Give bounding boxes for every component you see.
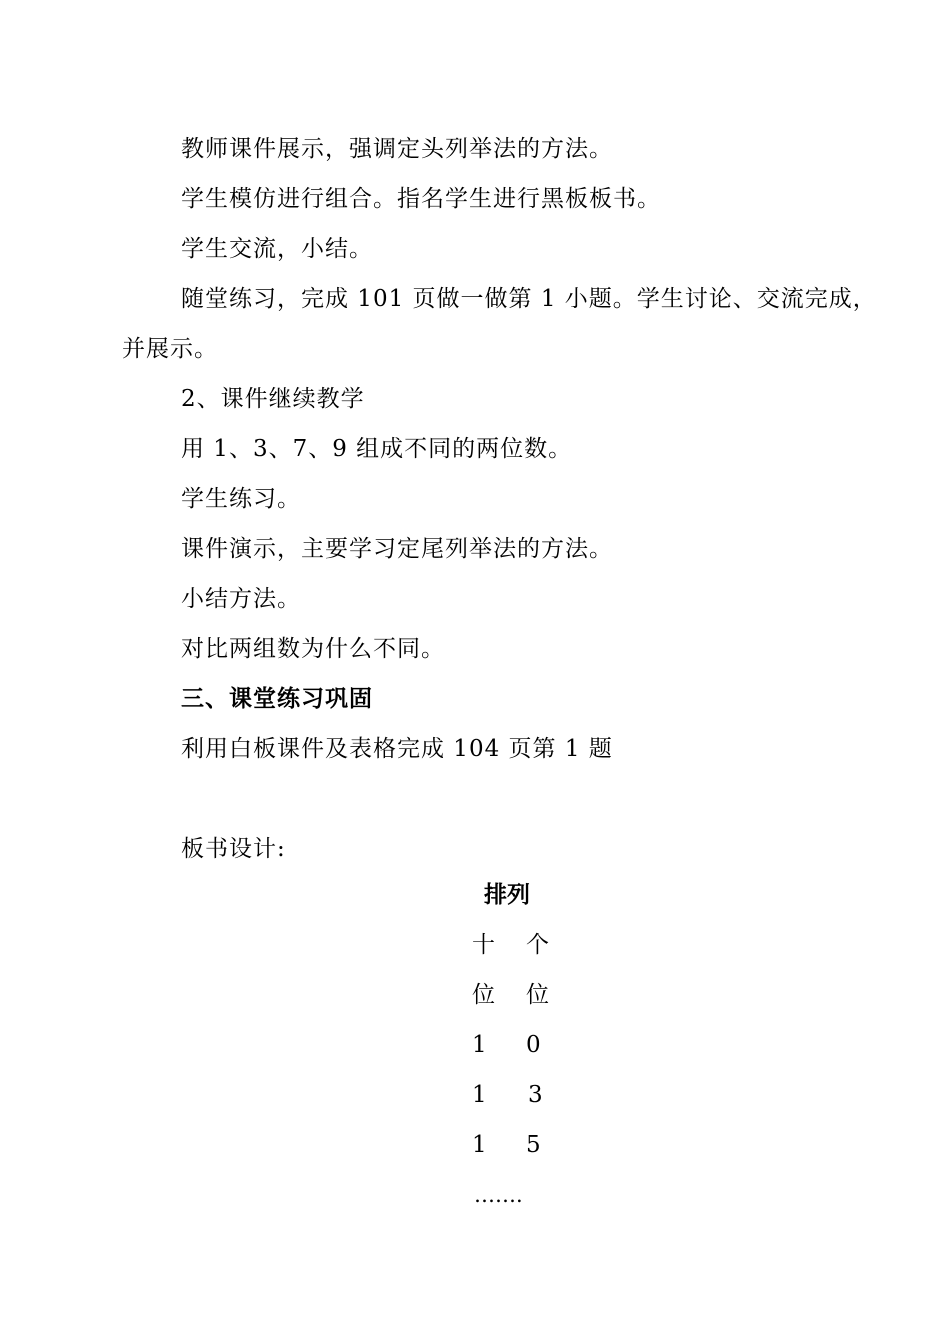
paragraph-practice-continued: 并展示。 xyxy=(122,336,218,362)
section-heading-3: 三、课堂练习巩固 xyxy=(181,686,373,712)
paragraph-student-imitate: 学生模仿进行组合。指名学生进行黑板板书。 xyxy=(181,186,661,212)
board-title: 排列 xyxy=(484,882,530,908)
board-cell-ones: 3 xyxy=(528,1082,543,1108)
board-header-tens-char2: 位 xyxy=(472,982,495,1008)
paragraph-student-practice: 学生练习。 xyxy=(181,486,301,512)
board-row xyxy=(470,1130,570,1160)
board-cell-tens: 1 xyxy=(472,1032,487,1058)
paragraph-student-exchange: 学生交流，小结。 xyxy=(181,236,373,262)
paragraph-compare: 对比两组数为什么不同。 xyxy=(181,636,445,662)
board-header-ones-char1: 个 xyxy=(526,932,549,958)
board-cell-ones: 0 xyxy=(526,1032,541,1058)
paragraph-compose-numbers: 用 1、3、7、9 组成不同的两位数。 xyxy=(181,436,573,462)
paragraph-section-2: 2、课件继续教学 xyxy=(181,386,365,412)
paragraph-whiteboard: 利用白板课件及表格完成 104 页第 1 题 xyxy=(181,736,613,762)
paragraph-courseware-demo: 课件演示，主要学习定尾列举法的方法。 xyxy=(181,536,613,562)
board-row xyxy=(470,1030,570,1060)
board-header-row-2 xyxy=(470,980,570,1010)
board-cell-tens: 1 xyxy=(472,1132,487,1158)
paragraph-summary-method: 小结方法。 xyxy=(181,586,301,612)
board-cell-ones: 5 xyxy=(526,1132,541,1158)
board-header-row-1 xyxy=(470,930,570,960)
paragraph-practice: 随堂练习，完成 101 页做一做第 1 小题。学生讨论、交流完成， xyxy=(181,286,877,312)
board-ellipsis: ……. xyxy=(474,1183,523,1207)
board-row xyxy=(470,1080,570,1110)
board-header-ones-char2: 位 xyxy=(526,982,549,1008)
paragraph-teacher-demo: 教师课件展示，强调定头列举法的方法。 xyxy=(181,136,613,162)
board-cell-tens: 1 xyxy=(472,1082,487,1108)
board-header-tens-char1: 十 xyxy=(472,932,495,958)
paragraph-board-design-label: 板书设计: xyxy=(181,836,286,862)
